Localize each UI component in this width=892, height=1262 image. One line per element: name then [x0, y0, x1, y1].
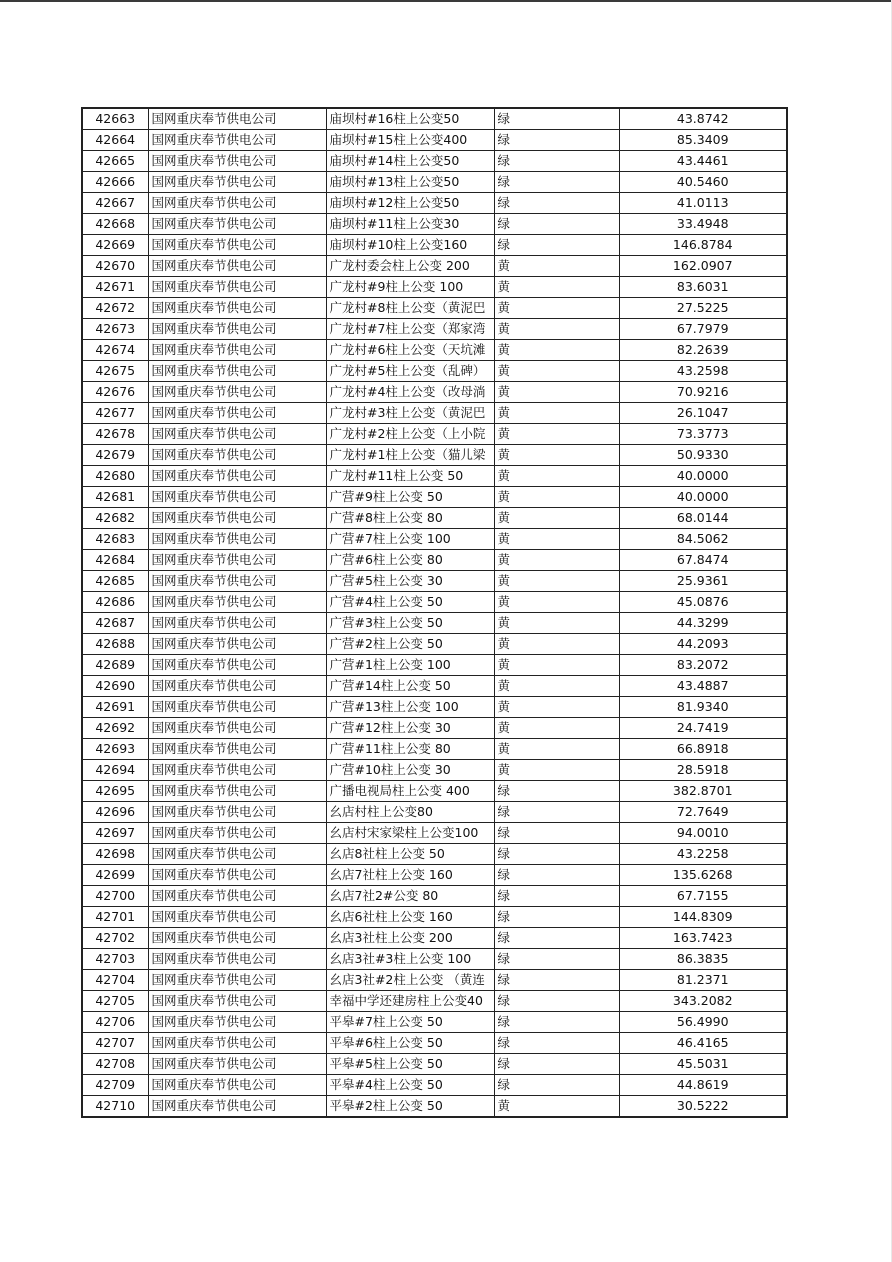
company-cell: 国网重庆奉节供电公司 [148, 151, 326, 172]
status-cell: 绿 [494, 1033, 619, 1054]
value-cell: 343.2082 [619, 991, 787, 1012]
status-cell: 黄 [494, 697, 619, 718]
table-row [82, 823, 787, 844]
status-cell: 黄 [494, 361, 619, 382]
company-cell: 国网重庆奉节供电公司 [148, 676, 326, 697]
value-cell: 72.7649 [619, 802, 787, 823]
value-cell: 67.7979 [619, 319, 787, 340]
status-cell: 绿 [494, 108, 619, 130]
transformer-name-cell: 幺店8社柱上公变 50 [326, 844, 494, 865]
company-cell: 国网重庆奉节供电公司 [148, 1054, 326, 1075]
value-cell: 81.9340 [619, 697, 787, 718]
transformer-name-cell: 广龙村#1柱上公变（猫儿梁 [326, 445, 494, 466]
status-cell: 绿 [494, 172, 619, 193]
transformer-name-cell: 幺店7社柱上公变 160 [326, 865, 494, 886]
company-cell: 国网重庆奉节供电公司 [148, 1096, 326, 1118]
value-cell: 40.0000 [619, 466, 787, 487]
value-cell: 68.0144 [619, 508, 787, 529]
transformer-name-cell: 幺店3社柱上公变 200 [326, 928, 494, 949]
table-row [82, 319, 787, 340]
transformer-name-cell: 幺店村柱上公变80 [326, 802, 494, 823]
table-row [82, 1075, 787, 1096]
row-id-cell: 42699 [82, 865, 148, 886]
value-cell: 83.2072 [619, 655, 787, 676]
table-row [82, 592, 787, 613]
transformer-name-cell: 广龙村#5柱上公变（乱碑） [326, 361, 494, 382]
table-row [82, 550, 787, 571]
transformer-name-cell: 广营#7柱上公变 100 [326, 529, 494, 550]
transformer-name-cell: 平皋#7柱上公变 50 [326, 1012, 494, 1033]
status-cell: 绿 [494, 970, 619, 991]
status-cell: 绿 [494, 130, 619, 151]
company-cell: 国网重庆奉节供电公司 [148, 466, 326, 487]
status-cell: 黄 [494, 319, 619, 340]
table-row [82, 508, 787, 529]
status-cell: 绿 [494, 907, 619, 928]
company-cell: 国网重庆奉节供电公司 [148, 193, 326, 214]
value-cell: 33.4948 [619, 214, 787, 235]
transformer-name-cell: 幺店7社2#公变 80 [326, 886, 494, 907]
transformer-name-cell: 幺店3社#3柱上公变 100 [326, 949, 494, 970]
table-row [82, 781, 787, 802]
company-cell: 国网重庆奉节供电公司 [148, 823, 326, 844]
value-cell: 162.0907 [619, 256, 787, 277]
value-cell: 45.5031 [619, 1054, 787, 1075]
value-cell: 67.8474 [619, 550, 787, 571]
page-top-border [0, 0, 892, 2]
transformer-name-cell: 广营#8柱上公变 80 [326, 508, 494, 529]
company-cell: 国网重庆奉节供电公司 [148, 781, 326, 802]
table-body [82, 108, 787, 1117]
value-cell: 30.5222 [619, 1096, 787, 1118]
transformer-name-cell: 广营#11柱上公变 80 [326, 739, 494, 760]
row-id-cell: 42670 [82, 256, 148, 277]
status-cell: 绿 [494, 214, 619, 235]
row-id-cell: 42674 [82, 340, 148, 361]
table-row [82, 655, 787, 676]
value-cell: 70.9216 [619, 382, 787, 403]
company-cell: 国网重庆奉节供电公司 [148, 802, 326, 823]
transformer-name-cell: 庙坝村#14柱上公变50 [326, 151, 494, 172]
row-id-cell: 42683 [82, 529, 148, 550]
status-cell: 黄 [494, 1096, 619, 1118]
company-cell: 国网重庆奉节供电公司 [148, 1012, 326, 1033]
row-id-cell: 42708 [82, 1054, 148, 1075]
table-row [82, 865, 787, 886]
row-id-cell: 42698 [82, 844, 148, 865]
value-cell: 43.4887 [619, 676, 787, 697]
status-cell: 绿 [494, 1075, 619, 1096]
company-cell: 国网重庆奉节供电公司 [148, 991, 326, 1012]
company-cell: 国网重庆奉节供电公司 [148, 130, 326, 151]
row-id-cell: 42665 [82, 151, 148, 172]
transformer-name-cell: 广营#5柱上公变 30 [326, 571, 494, 592]
value-cell: 43.2258 [619, 844, 787, 865]
row-id-cell: 42697 [82, 823, 148, 844]
table-row [82, 130, 787, 151]
row-id-cell: 42678 [82, 424, 148, 445]
status-cell: 绿 [494, 991, 619, 1012]
table-row [82, 424, 787, 445]
status-cell: 绿 [494, 151, 619, 172]
row-id-cell: 42686 [82, 592, 148, 613]
row-id-cell: 42673 [82, 319, 148, 340]
company-cell: 国网重庆奉节供电公司 [148, 108, 326, 130]
table-row [82, 1033, 787, 1054]
value-cell: 50.9330 [619, 445, 787, 466]
company-cell: 国网重庆奉节供电公司 [148, 445, 326, 466]
row-id-cell: 42706 [82, 1012, 148, 1033]
company-cell: 国网重庆奉节供电公司 [148, 739, 326, 760]
value-cell: 28.5918 [619, 760, 787, 781]
status-cell: 黄 [494, 277, 619, 298]
status-cell: 绿 [494, 886, 619, 907]
company-cell: 国网重庆奉节供电公司 [148, 1075, 326, 1096]
value-cell: 146.8784 [619, 235, 787, 256]
transformer-name-cell: 平皋#5柱上公变 50 [326, 1054, 494, 1075]
row-id-cell: 42685 [82, 571, 148, 592]
transformer-name-cell: 广营#12柱上公变 30 [326, 718, 494, 739]
row-id-cell: 42677 [82, 403, 148, 424]
company-cell: 国网重庆奉节供电公司 [148, 907, 326, 928]
company-cell: 国网重庆奉节供电公司 [148, 382, 326, 403]
table-row [82, 214, 787, 235]
company-cell: 国网重庆奉节供电公司 [148, 214, 326, 235]
row-id-cell: 42692 [82, 718, 148, 739]
transformer-name-cell: 平皋#2柱上公变 50 [326, 1096, 494, 1118]
value-cell: 163.7423 [619, 928, 787, 949]
row-id-cell: 42702 [82, 928, 148, 949]
status-cell: 绿 [494, 823, 619, 844]
status-cell: 黄 [494, 424, 619, 445]
row-id-cell: 42668 [82, 214, 148, 235]
transformer-name-cell: 广龙村#11柱上公变 50 [326, 466, 494, 487]
transformer-name-cell: 广营#13柱上公变 100 [326, 697, 494, 718]
value-cell: 73.3773 [619, 424, 787, 445]
table-row [82, 676, 787, 697]
row-id-cell: 42671 [82, 277, 148, 298]
status-cell: 绿 [494, 235, 619, 256]
company-cell: 国网重庆奉节供电公司 [148, 655, 326, 676]
row-id-cell: 42679 [82, 445, 148, 466]
row-id-cell: 42696 [82, 802, 148, 823]
company-cell: 国网重庆奉节供电公司 [148, 634, 326, 655]
value-cell: 83.6031 [619, 277, 787, 298]
company-cell: 国网重庆奉节供电公司 [148, 235, 326, 256]
value-cell: 43.8742 [619, 108, 787, 130]
table-row [82, 256, 787, 277]
table-row [82, 529, 787, 550]
table-row [82, 277, 787, 298]
company-cell: 国网重庆奉节供电公司 [148, 865, 326, 886]
status-cell: 黄 [494, 487, 619, 508]
transformer-name-cell: 广龙村#4柱上公变（改母淌 [326, 382, 494, 403]
status-cell: 绿 [494, 193, 619, 214]
row-id-cell: 42669 [82, 235, 148, 256]
company-cell: 国网重庆奉节供电公司 [148, 1033, 326, 1054]
row-id-cell: 42707 [82, 1033, 148, 1054]
transformer-name-cell: 幺店3社#2柱上公变 （黄连 [326, 970, 494, 991]
status-cell: 黄 [494, 655, 619, 676]
value-cell: 43.2598 [619, 361, 787, 382]
row-id-cell: 42684 [82, 550, 148, 571]
row-id-cell: 42663 [82, 108, 148, 130]
company-cell: 国网重庆奉节供电公司 [148, 277, 326, 298]
status-cell: 黄 [494, 340, 619, 361]
value-cell: 44.3299 [619, 613, 787, 634]
status-cell: 黄 [494, 739, 619, 760]
status-cell: 绿 [494, 865, 619, 886]
value-cell: 25.9361 [619, 571, 787, 592]
status-cell: 绿 [494, 949, 619, 970]
transformer-name-cell: 幺店村宋家梁柱上公变100 [326, 823, 494, 844]
company-cell: 国网重庆奉节供电公司 [148, 928, 326, 949]
row-id-cell: 42703 [82, 949, 148, 970]
table-row [82, 193, 787, 214]
transformer-name-cell: 广营#14柱上公变 50 [326, 676, 494, 697]
table-row [82, 340, 787, 361]
company-cell: 国网重庆奉节供电公司 [148, 508, 326, 529]
company-cell: 国网重庆奉节供电公司 [148, 886, 326, 907]
table-row [82, 1054, 787, 1075]
value-cell: 56.4990 [619, 1012, 787, 1033]
value-cell: 43.4461 [619, 151, 787, 172]
company-cell: 国网重庆奉节供电公司 [148, 298, 326, 319]
company-cell: 国网重庆奉节供电公司 [148, 571, 326, 592]
value-cell: 82.2639 [619, 340, 787, 361]
transformer-name-cell: 幺店6社柱上公变 160 [326, 907, 494, 928]
row-id-cell: 42682 [82, 508, 148, 529]
table-row [82, 235, 787, 256]
company-cell: 国网重庆奉节供电公司 [148, 949, 326, 970]
value-cell: 382.8701 [619, 781, 787, 802]
row-id-cell: 42672 [82, 298, 148, 319]
status-cell: 黄 [494, 298, 619, 319]
row-id-cell: 42667 [82, 193, 148, 214]
company-cell: 国网重庆奉节供电公司 [148, 487, 326, 508]
table-row [82, 760, 787, 781]
table-row [82, 613, 787, 634]
company-cell: 国网重庆奉节供电公司 [148, 613, 326, 634]
transformer-name-cell: 平皋#6柱上公变 50 [326, 1033, 494, 1054]
table-row [82, 571, 787, 592]
company-cell: 国网重庆奉节供电公司 [148, 361, 326, 382]
company-cell: 国网重庆奉节供电公司 [148, 592, 326, 613]
table-row [82, 361, 787, 382]
value-cell: 94.0010 [619, 823, 787, 844]
transformer-name-cell: 幸福中学还建房柱上公变40 [326, 991, 494, 1012]
status-cell: 黄 [494, 508, 619, 529]
status-cell: 黄 [494, 445, 619, 466]
status-cell: 绿 [494, 781, 619, 802]
table-row [82, 802, 787, 823]
table-row [82, 886, 787, 907]
row-id-cell: 42694 [82, 760, 148, 781]
row-id-cell: 42680 [82, 466, 148, 487]
value-cell: 84.5062 [619, 529, 787, 550]
transformer-name-cell: 平皋#4柱上公变 50 [326, 1075, 494, 1096]
value-cell: 27.5225 [619, 298, 787, 319]
row-id-cell: 42704 [82, 970, 148, 991]
row-id-cell: 42693 [82, 739, 148, 760]
company-cell: 国网重庆奉节供电公司 [148, 256, 326, 277]
table-row [82, 907, 787, 928]
transformer-name-cell: 庙坝村#10柱上公变160 [326, 235, 494, 256]
transformer-name-cell: 庙坝村#12柱上公变50 [326, 193, 494, 214]
table-row [82, 697, 787, 718]
value-cell: 45.0876 [619, 592, 787, 613]
table-row [82, 991, 787, 1012]
transformer-name-cell: 庙坝村#13柱上公变50 [326, 172, 494, 193]
transformer-name-cell: 庙坝村#15柱上公变400 [326, 130, 494, 151]
transformer-name-cell: 广营#6柱上公变 80 [326, 550, 494, 571]
table-row [82, 445, 787, 466]
status-cell: 黄 [494, 592, 619, 613]
table-row [82, 739, 787, 760]
table-row [82, 487, 787, 508]
table-row [82, 466, 787, 487]
value-cell: 46.4165 [619, 1033, 787, 1054]
value-cell: 24.7419 [619, 718, 787, 739]
table-row [82, 1012, 787, 1033]
table-row [82, 718, 787, 739]
table-row [82, 172, 787, 193]
row-id-cell: 42695 [82, 781, 148, 802]
table-row [82, 151, 787, 172]
table-row [82, 949, 787, 970]
table-row [82, 403, 787, 424]
value-cell: 86.3835 [619, 949, 787, 970]
row-id-cell: 42709 [82, 1075, 148, 1096]
transformer-name-cell: 广龙村委会柱上公变 200 [326, 256, 494, 277]
value-cell: 40.0000 [619, 487, 787, 508]
table-row [82, 634, 787, 655]
row-id-cell: 42664 [82, 130, 148, 151]
table-row [82, 1096, 787, 1118]
row-id-cell: 42690 [82, 676, 148, 697]
status-cell: 黄 [494, 529, 619, 550]
transformer-name-cell: 广营#4柱上公变 50 [326, 592, 494, 613]
status-cell: 黄 [494, 676, 619, 697]
row-id-cell: 42700 [82, 886, 148, 907]
value-cell: 85.3409 [619, 130, 787, 151]
value-cell: 44.8619 [619, 1075, 787, 1096]
status-cell: 黄 [494, 634, 619, 655]
value-cell: 81.2371 [619, 970, 787, 991]
transformer-load-table [81, 107, 788, 1118]
value-cell: 26.1047 [619, 403, 787, 424]
table-row [82, 928, 787, 949]
value-cell: 66.8918 [619, 739, 787, 760]
status-cell: 黄 [494, 760, 619, 781]
status-cell: 黄 [494, 550, 619, 571]
table-row [82, 970, 787, 991]
status-cell: 绿 [494, 802, 619, 823]
transformer-name-cell: 广播电视局柱上公变 400 [326, 781, 494, 802]
status-cell: 绿 [494, 1054, 619, 1075]
value-cell: 41.0113 [619, 193, 787, 214]
row-id-cell: 42681 [82, 487, 148, 508]
company-cell: 国网重庆奉节供电公司 [148, 844, 326, 865]
row-id-cell: 42675 [82, 361, 148, 382]
company-cell: 国网重庆奉节供电公司 [148, 319, 326, 340]
company-cell: 国网重庆奉节供电公司 [148, 697, 326, 718]
status-cell: 黄 [494, 571, 619, 592]
transformer-name-cell: 广龙村#7柱上公变（郑家湾 [326, 319, 494, 340]
row-id-cell: 42691 [82, 697, 148, 718]
company-cell: 国网重庆奉节供电公司 [148, 403, 326, 424]
row-id-cell: 42705 [82, 991, 148, 1012]
company-cell: 国网重庆奉节供电公司 [148, 760, 326, 781]
status-cell: 黄 [494, 403, 619, 424]
row-id-cell: 42676 [82, 382, 148, 403]
status-cell: 绿 [494, 844, 619, 865]
status-cell: 黄 [494, 256, 619, 277]
transformer-name-cell: 庙坝村#16柱上公变50 [326, 108, 494, 130]
value-cell: 40.5460 [619, 172, 787, 193]
value-cell: 144.8309 [619, 907, 787, 928]
transformer-name-cell: 广营#2柱上公变 50 [326, 634, 494, 655]
transformer-name-cell: 庙坝村#11柱上公变30 [326, 214, 494, 235]
table-row [82, 108, 787, 130]
transformer-name-cell: 广营#9柱上公变 50 [326, 487, 494, 508]
row-id-cell: 42710 [82, 1096, 148, 1118]
company-cell: 国网重庆奉节供电公司 [148, 718, 326, 739]
status-cell: 绿 [494, 1012, 619, 1033]
company-cell: 国网重庆奉节供电公司 [148, 172, 326, 193]
transformer-name-cell: 广龙村#2柱上公变（上小院 [326, 424, 494, 445]
status-cell: 黄 [494, 382, 619, 403]
transformer-name-cell: 广龙村#3柱上公变（黄泥巴 [326, 403, 494, 424]
company-cell: 国网重庆奉节供电公司 [148, 424, 326, 445]
row-id-cell: 42701 [82, 907, 148, 928]
value-cell: 44.2093 [619, 634, 787, 655]
value-cell: 135.6268 [619, 865, 787, 886]
table-row [82, 382, 787, 403]
status-cell: 绿 [494, 928, 619, 949]
status-cell: 黄 [494, 613, 619, 634]
transformer-name-cell: 广龙村#8柱上公变（黄泥巴 [326, 298, 494, 319]
company-cell: 国网重庆奉节供电公司 [148, 340, 326, 361]
value-cell: 67.7155 [619, 886, 787, 907]
transformer-name-cell: 广营#10柱上公变 30 [326, 760, 494, 781]
transformer-name-cell: 广营#1柱上公变 100 [326, 655, 494, 676]
company-cell: 国网重庆奉节供电公司 [148, 550, 326, 571]
table-row [82, 844, 787, 865]
row-id-cell: 42689 [82, 655, 148, 676]
transformer-name-cell: 广营#3柱上公变 50 [326, 613, 494, 634]
row-id-cell: 42688 [82, 634, 148, 655]
row-id-cell: 42666 [82, 172, 148, 193]
table-row [82, 298, 787, 319]
status-cell: 黄 [494, 466, 619, 487]
company-cell: 国网重庆奉节供电公司 [148, 970, 326, 991]
row-id-cell: 42687 [82, 613, 148, 634]
status-cell: 黄 [494, 718, 619, 739]
transformer-name-cell: 广龙村#9柱上公变 100 [326, 277, 494, 298]
transformer-name-cell: 广龙村#6柱上公变（天坑滩 [326, 340, 494, 361]
company-cell: 国网重庆奉节供电公司 [148, 529, 326, 550]
